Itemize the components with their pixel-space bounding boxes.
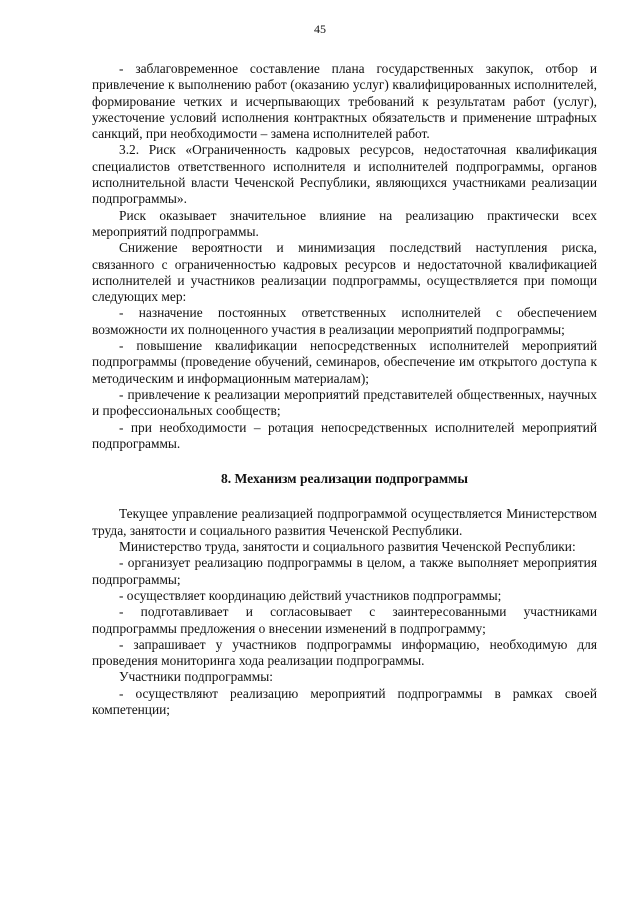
paragraph-contract-measures: - заблаговременное составление плана государственных закупок, отбор и привлечение к выполнению работ (оказанию услуг) квалифицированных исполнителей, формирование четких и исчерпывающих требований к результатам работ (услуг), ужесточение условий исполнения контрактных обязательств и применение штрафных санкций, при необходимости – замена исполнителей работ. — [92, 61, 597, 142]
list-item-qualification: - повышение квалификации непосредственных исполнителей мероприятий подпрограммы (проведение обучений, семинаров, обеспечение им открытого доступа к методическим и информационным материалам); — [92, 338, 597, 386]
implementation-mechanism-section — [92, 506, 597, 718]
section-heading: 8. Механизм реализации подпрограммы — [220, 471, 469, 487]
list-item-participants-implement: - осуществляют реализацию мероприятий подпрограммы в рамках своей компетенции; — [92, 685, 597, 717]
list-item-involve-communities: - привлечение к реализации мероприятий представителей общественных, научных и профессиональных сообществ; — [92, 386, 597, 419]
paragraph-risk-mitigation: Снижение вероятности и минимизация последствий наступления риска, связанного с ограниченностью кадровых ресурсов и недостаточной квалификацией исполнителей и участников реализации подпрограммы, осуществляется при помощи следующих мер: — [92, 240, 597, 305]
list-item-appoint-executors: - назначение постоянных ответственных исполнителей с обеспечением возможности их полноценного участия в реализации мероприятий подпрограммы; — [92, 305, 597, 337]
page-number: 45 — [314, 22, 326, 36]
list-item-organizes: - организует реализацию подпрограммы в целом, а также выполняет мероприятия подпрограммы; — [92, 555, 597, 587]
list-item-prepares-proposals: - подготавливает и согласовывает с заинтересованными участниками подпрограммы предложения о внесении изменений в подпрограмму; — [92, 604, 597, 636]
paragraph-risk-impact: Риск оказывает значительное влияние на реализацию практически всех мероприятий подпрограммы. — [92, 207, 597, 239]
paragraph-risk-3-2: 3.2. Риск «Ограниченность кадровых ресурсов, недостаточная квалификация специалистов ответственного исполнителя и исполнителей подпрограммы, органов исполнительной власти Чеченской Республики, являющихся участниками реализации подпрограммы». — [92, 142, 597, 207]
paragraph-ministry: Министерство труда, занятости и социального развития Чеченской Республики: — [119, 539, 576, 555]
paragraph-participants: Участники подпрограммы: — [119, 669, 273, 685]
risk-measures-section — [92, 61, 597, 452]
paragraph-current-management: Текущее управление реализацией подпрограммой осуществляется Министерством труда, занятости и социального развития Чеченской Республики. — [92, 506, 597, 538]
document-body — [92, 61, 597, 718]
list-item-rotation: - при необходимости – ротация непосредственных исполнителей мероприятий подпрограммы. — [92, 419, 597, 451]
list-item-requests-information: - запрашивает у участников подпрограммы информацию, необходимую для проведения мониторинга хода реализации подпрограммы. — [92, 636, 597, 669]
list-item-coordinates: - осуществляет координацию действий участников подпрограммы; — [119, 587, 502, 603]
